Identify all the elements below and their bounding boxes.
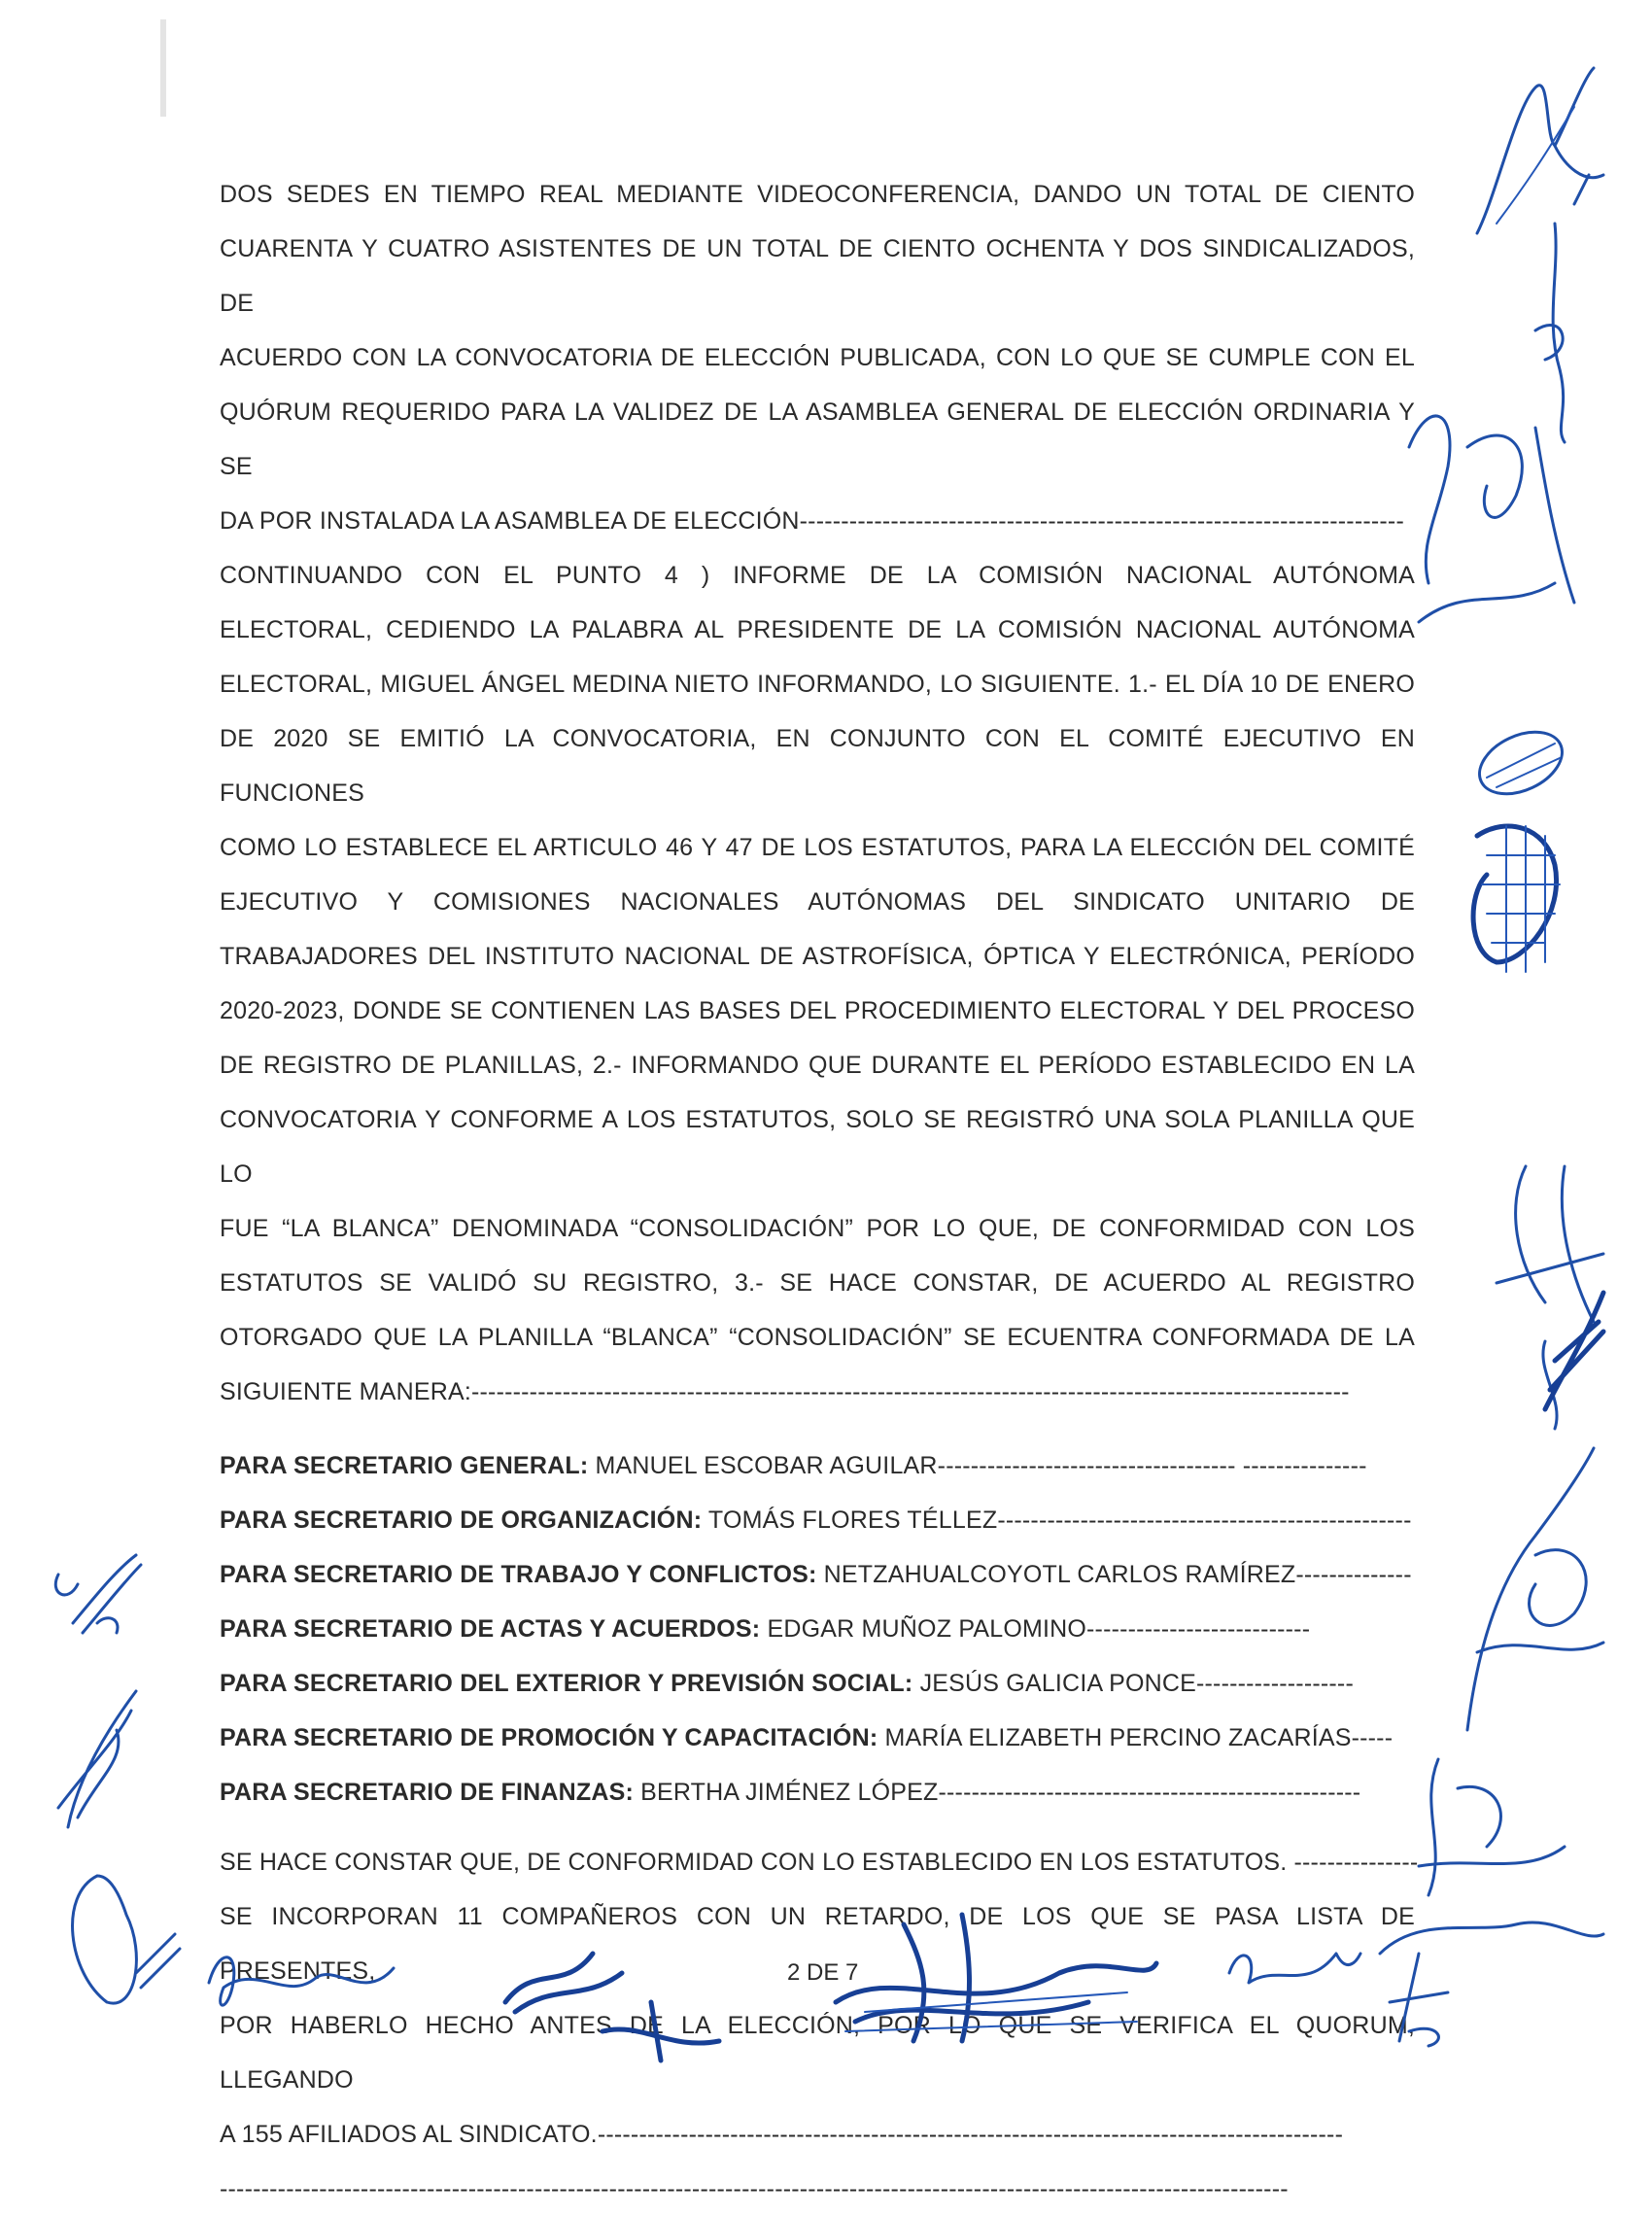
- text-line: ELECTORAL, MIGUEL ÁNGEL MEDINA NIETO INFORMANDO, LO SIGUIENTE. 1.- EL DÍA 10 DE ENERO: [220, 671, 1415, 698]
- role-line: [220, 1602, 1415, 1656]
- signature-margin-5: [1448, 797, 1584, 991]
- text-line: OTORGADO QUE LA PLANILLA “BLANCA” “CONSOLIDACIÓN” SE ECUENTRA CONFORMADA DE LA: [220, 1324, 1415, 1351]
- role-name: NETZAHUALCOYOTL CARLOS RAMÍREZ--------------: [816, 1561, 1412, 1588]
- signature-bottom-1: [199, 1944, 403, 2022]
- text-line: DE REGISTRO DE PLANILLAS, 2.- INFORMANDO QUE DURANTE EL PERÍODO ESTABLECIDO EN LA: [220, 1052, 1415, 1079]
- text-line: ACUERDO CON LA CONVOCATORIA DE ELECCIÓN PUBLICADA, CON LO QUE SE CUMPLE CON EL: [220, 344, 1415, 371]
- text-line: DOS SEDES EN TIEMPO REAL MEDIANTE VIDEOCONFERENCIA, DANDO UN TOTAL DE CIENTO: [220, 181, 1415, 208]
- signature-margin-8: [1438, 1438, 1623, 1749]
- text-line: CUARENTA Y CUATRO ASISTENTES DE UN TOTAL DE CIENTO OCHENTA Y DOS SINDICALIZADOS, DE: [220, 235, 1415, 317]
- scan-artifact: [155, 19, 185, 117]
- text-line: CONTINUANDO CON EL PUNTO 4 ) INFORME DE LA COMISIÓN NACIONAL AUTÓNOMA: [220, 562, 1415, 589]
- role-name: JESÚS GALICIA PONCE-------------------: [912, 1670, 1354, 1697]
- text-line: SE HACE CONSTAR QUE, DE CONFORMIDAD CON LO ESTABLECIDO EN LOS ESTATUTOS. ---------------: [220, 1849, 1419, 1876]
- role-label: PARA SECRETARIO GENERAL:: [220, 1452, 589, 1479]
- role-line: [220, 1547, 1415, 1602]
- dashed-rule: ---------------------------------------------------------------------------------------------------------------------------------: [220, 2175, 1289, 2202]
- text-line: FUE “LA BLANCA” DENOMINADA “CONSOLIDACIÓN” POR LO QUE, DE CONFORMIDAD CON LOS: [220, 1215, 1415, 1242]
- role-label: PARA SECRETARIO DEL EXTERIOR Y PREVISIÓN SOCIAL:: [220, 1670, 913, 1697]
- signature-margin-7: [1535, 1273, 1613, 1419]
- signature-bottom-5: [1360, 1895, 1613, 2051]
- role-label: PARA SECRETARIO DE PROMOCIÓN Y CAPACITACIÓN:: [220, 1724, 878, 1751]
- planilla-roles-list: [220, 1438, 1415, 1819]
- text-line: CONVOCATORIA Y CONFORME A LOS ESTATUTOS, SOLO SE REGISTRÓ UNA SOLA PLANILLA QUE LO: [220, 1106, 1415, 1188]
- signature-bottom-2: [496, 1934, 729, 2070]
- role-name: MANUEL ESCOBAR AGUILAR------------------------------------ ---------------: [588, 1452, 1367, 1479]
- text-line: COMO LO ESTABLECE EL ARTICULO 46 Y 47 DE LOS ESTATUTOS, PARA LA ELECCIÓN DEL COMITÉ: [220, 834, 1415, 861]
- text-line: QUÓRUM REQUERIDO PARA LA VALIDEZ DE LA ASAMBLEA GENERAL DE ELECCIÓN ORDINARIA Y SE: [220, 398, 1415, 480]
- text-line: DA POR INSTALADA LA ASAMBLEA DE ELECCIÓN-------------------------------------------------------------------------: [220, 507, 1404, 535]
- role-label: PARA SECRETARIO DE ACTAS Y ACUERDOS:: [220, 1615, 761, 1643]
- role-name: TOMÁS FLORES TÉLLEZ--------------------------------------------------: [702, 1506, 1412, 1534]
- signature-margin-3: [1390, 389, 1613, 641]
- role-name: EDGAR MUÑOZ PALOMINO---------------------------: [760, 1615, 1311, 1643]
- role-label: PARA SECRETARIO DE ORGANIZACIÓN:: [220, 1506, 703, 1534]
- paragraph-quorum: [220, 167, 1415, 1419]
- text-line: ELECTORAL, CEDIENDO LA PALABRA AL PRESIDENTE DE LA COMISIÓN NACIONAL AUTÓNOMA: [220, 616, 1415, 643]
- role-line: [220, 1656, 1415, 1711]
- signature-margin-4: [1458, 719, 1584, 807]
- role-label: PARA SECRETARIO DE TRABAJO Y CONFLICTOS:: [220, 1561, 817, 1588]
- text-line: DE 2020 SE EMITIÓ LA CONVOCATORIA, EN CONJUNTO CON EL COMITÉ EJECUTIVO EN FUNCIONES: [220, 725, 1415, 807]
- page-number: 2 DE 7: [787, 1959, 859, 1986]
- role-label: PARA SECRETARIO DE FINANZAS:: [220, 1779, 634, 1806]
- role-line: [220, 1493, 1415, 1547]
- role-line: [220, 1438, 1415, 1493]
- text-line: A 155 AFILIADOS AL SINDICATO.------------------------------------------------------------------------------------------: [220, 2121, 1344, 2148]
- text-line: POR HABERLO HECHO ANTES DE LA ELECCIÓN, POR LO QUE SE VERIFICA EL QUORUM, LLEGANDO: [220, 2012, 1415, 2094]
- text-line: SE INCORPORAN 11 COMPAÑEROS CON UN RETARDO, DE LOS QUE SE PASA LISTA DE PRESENTES,: [220, 1903, 1415, 1985]
- signature-left-1: [39, 1545, 146, 1652]
- text-line: 2020-2023, DONDE SE CONTIENEN LAS BASES DEL PROCEDIMIENTO ELECTORAL Y DEL PROCESO: [220, 997, 1415, 1024]
- role-name: MARÍA ELIZABETH PERCINO ZACARÍAS-----: [878, 1724, 1394, 1751]
- text-line: SIGUIENTE MANERA:----------------------------------------------------------------------------------------------------------: [220, 1378, 1350, 1405]
- text-line: ESTATUTOS SE VALIDÓ SU REGISTRO, 3.- SE HACE CONSTAR, DE ACUERDO AL REGISTRO: [220, 1269, 1415, 1297]
- role-line: [220, 1765, 1415, 1819]
- signature-left-3: [49, 1856, 185, 2022]
- role-name: BERTHA JIMÉNEZ LÓPEZ---------------------------------------------------: [633, 1779, 1361, 1806]
- signature-bottom-3: [816, 1905, 1166, 2051]
- signature-left-2: [49, 1681, 146, 1837]
- text-line: EJECUTIVO Y COMISIONES NACIONALES AUTÓNOMAS DEL SINDICATO UNITARIO DE: [220, 888, 1415, 916]
- signature-margin-9: [1399, 1749, 1574, 1905]
- signature-bottom-4: [1220, 1934, 1365, 2012]
- role-line: [220, 1711, 1415, 1765]
- text-line: TRABAJADORES DEL INSTITUTO NACIONAL DE ASTROFÍSICA, ÓPTICA Y ELECTRÓNICA, PERÍODO: [220, 943, 1415, 970]
